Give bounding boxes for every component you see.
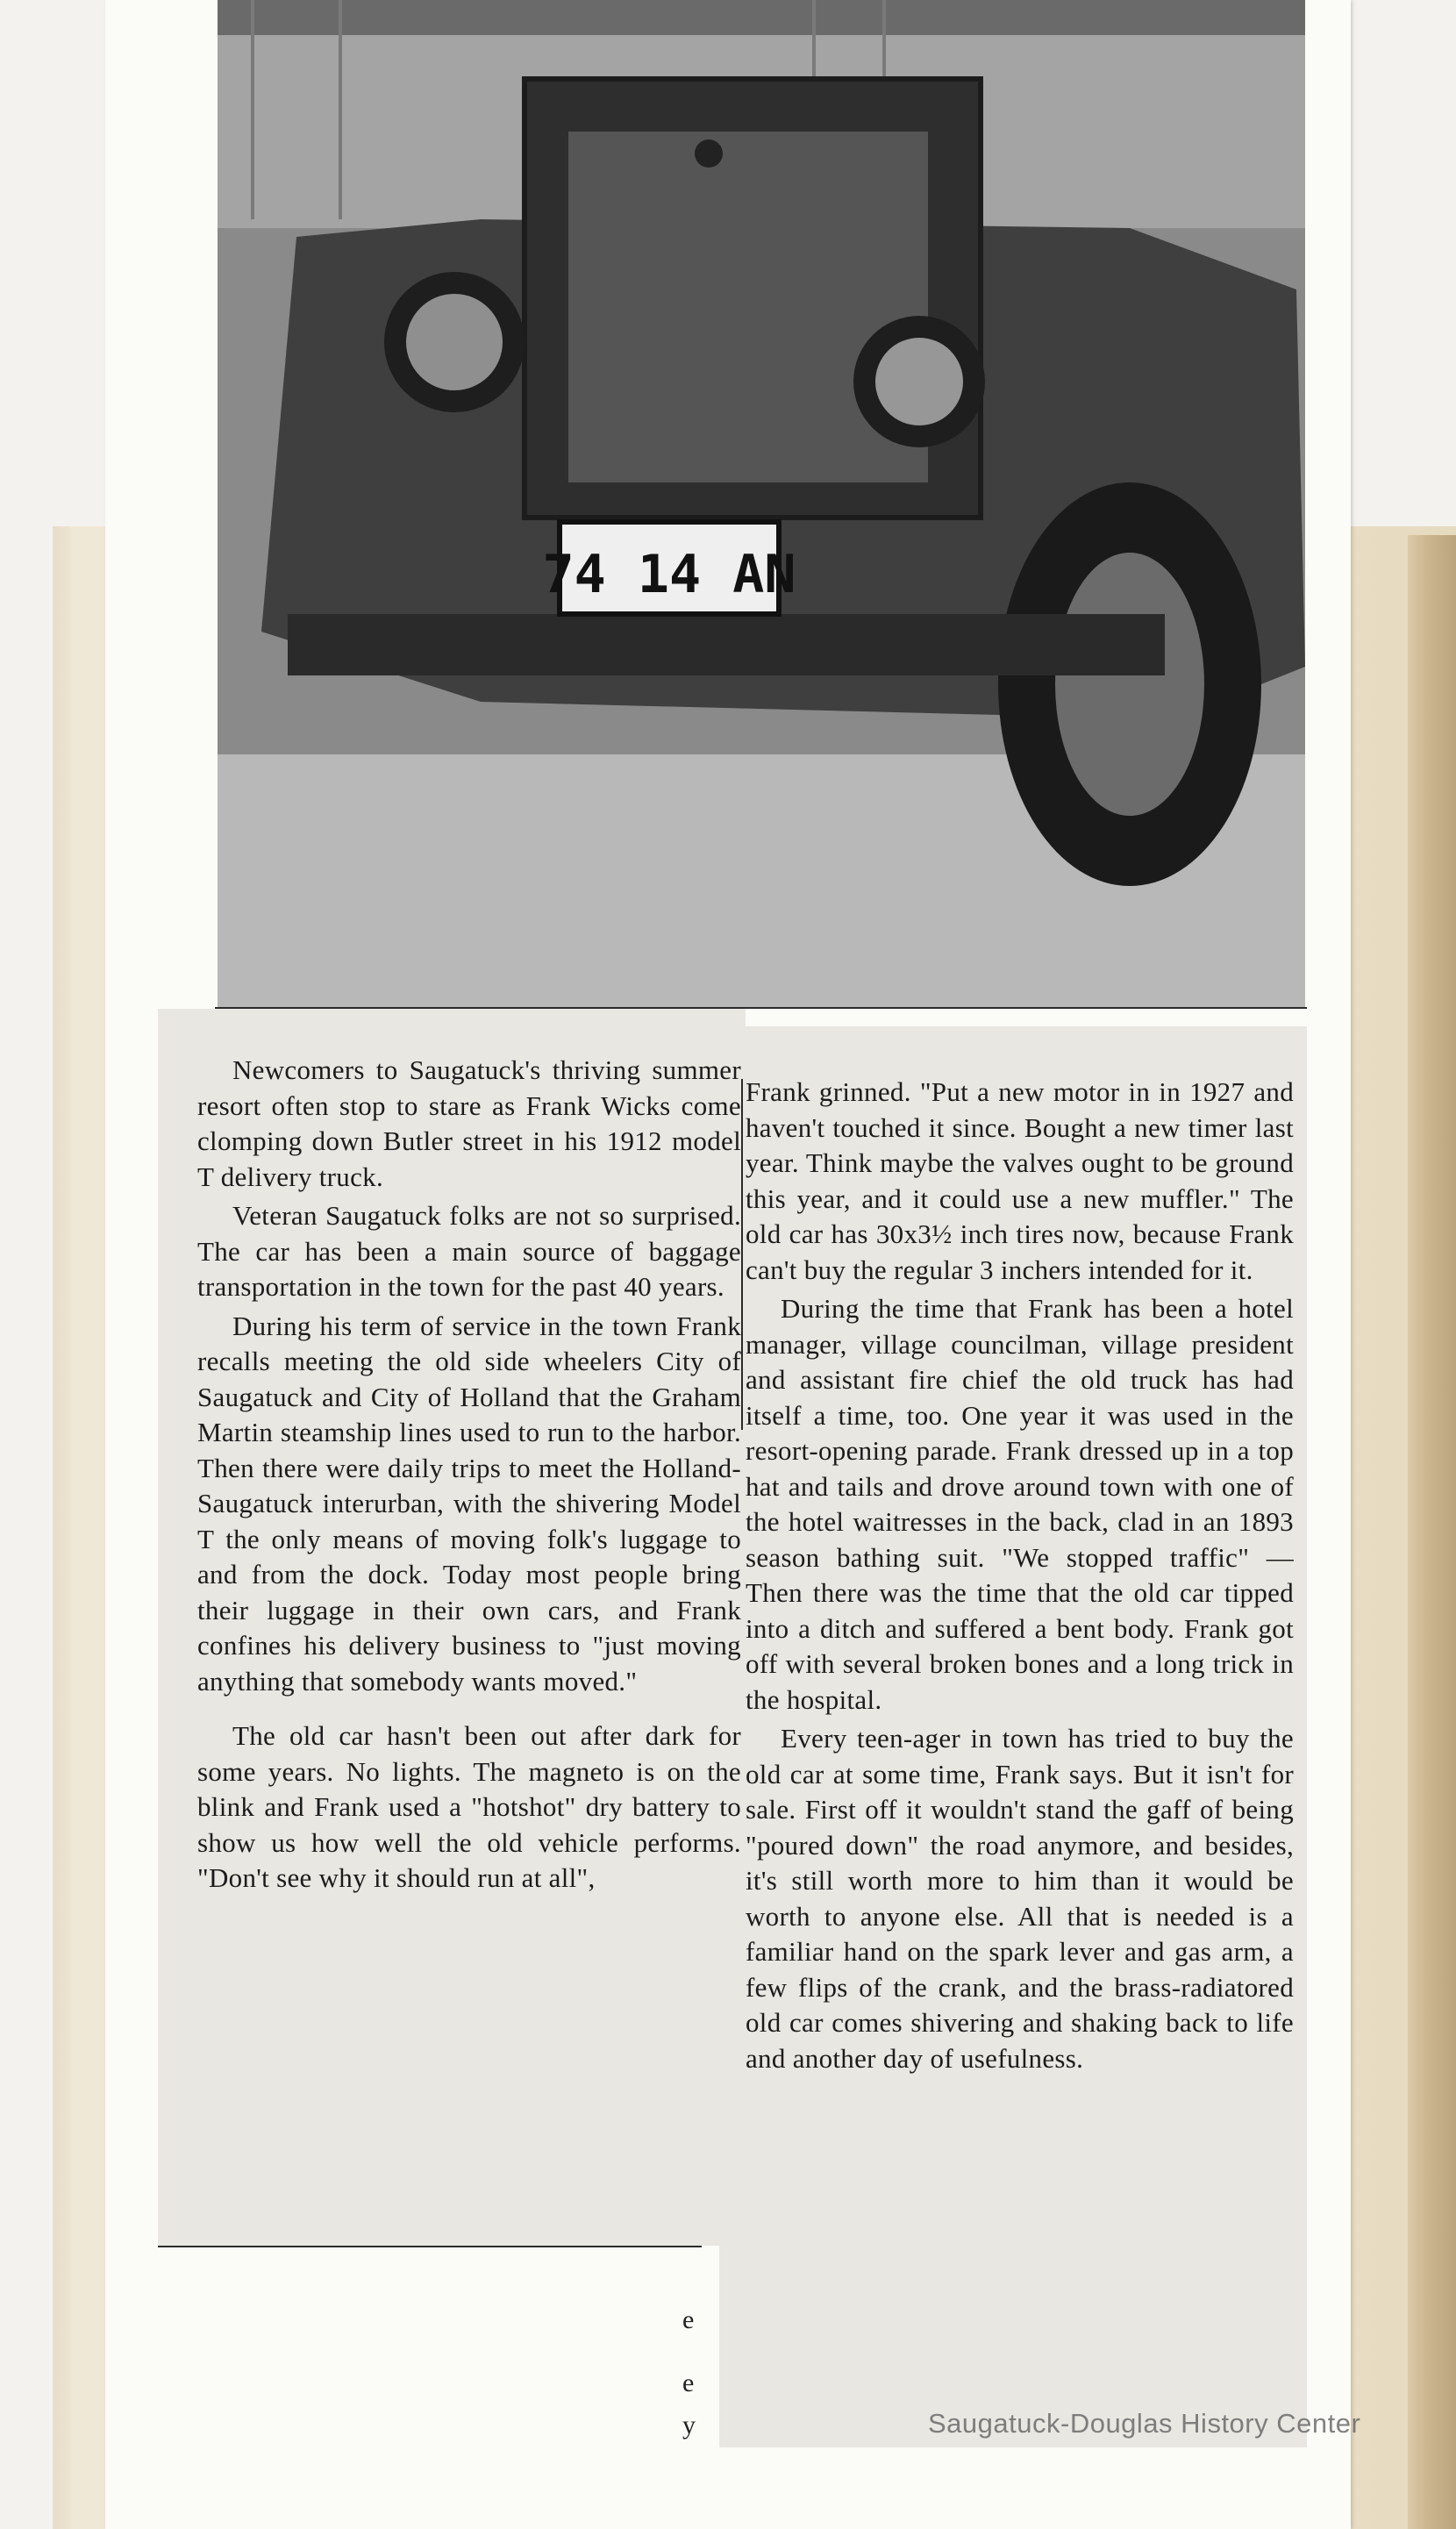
article-paragraph: During his term of service in the town Frank recalls meeting the old side wheelers City of Saugatuck and City of Holland that the Graham Martin steamship lines used to run to the harbor. Then there were daily trips to meet the Holland-Saugatuck interurban, with the shivering Model T the only means of moving folk's luggage to and from the dock. Today most people bring their luggage in their own cars, and Frank confines his delivery business to "just moving anything that somebody wants moved."	[197, 1310, 741, 1697]
article-paragraph: Every teen-ager in town has tried to buy the old car at some time, Frank says. But it isn't for sale. First off it wouldn't stand the gaff of being "poured down" the road anymore, and besides, it's still worth more to him than it would be worth to anyone else. All that is needed is a familiar hand on the spark lever and gas arm, a few flips of the crank, and the brass-radiatored old car comes shivering and shaking back to life and another day of usefulness.	[746, 1723, 1294, 2074]
article-paragraph: During the time that Frank has been a hotel manager, village councilman, village president and assistant fire chief the old truck has had itself a time, too. One year it was used in the resort-opening parade. Frank dressed up in a top hat and tails and drove around town with one of the hotel waitresses in the back, clad in an 1893 season bathing suit. "We stopped traffic" — Then there was the time that the old car tipped into a ditch and suffered a bent body. Frank got off with several broken bones and a long trick in the hospital.	[746, 1293, 1294, 1715]
scrapbook-board-edge	[1408, 535, 1456, 2529]
license-plate-text: 74 14 AN	[542, 544, 796, 605]
clipping-top-rule	[215, 1007, 1307, 1009]
model-t-truck-image	[218, 0, 1305, 1009]
article-right-column	[746, 1075, 1294, 2076]
stray-letter: e	[682, 2305, 695, 2334]
stray-letter: e	[682, 2368, 695, 2397]
clipping-bottom-rule	[158, 2246, 702, 2247]
article-paragraph: Newcomers to Saugatuck's thriving summer resort often stop to stare as Frank Wicks come clomping down Butler street in his 1912 model T delivery truck.	[197, 1054, 741, 1192]
column-divider-rule	[741, 1079, 743, 1430]
article-paragraph: Veteran Saugatuck folks are not so surprised. The car has been a main source of baggage transportation in the town for the past 40 years.	[197, 1200, 741, 1302]
newspaper-photo	[218, 0, 1305, 1009]
article-left-column	[197, 1053, 741, 1897]
article-paragraph: Frank grinned. "Put a new motor in in 1927 and haven't touched it since. Bought a new timer last year. Think maybe the valves ought to be ground this year, and it could use a new muffler." The old car has 30x3½ inch tires now, because Frank can't buy the regular 3 inchers intended for it.	[746, 1076, 1294, 1285]
stray-letter: y	[682, 2411, 696, 2440]
archive-watermark: Saugatuck-Douglas History Center	[928, 2408, 1361, 2439]
article-paragraph: The old car hasn't been out after dark for some years. No lights. The magneto is on the blink and Frank used a "hotshot" dry battery to show us how well the old vehicle performs. "Don't see why it should run at all",	[197, 1720, 741, 1893]
